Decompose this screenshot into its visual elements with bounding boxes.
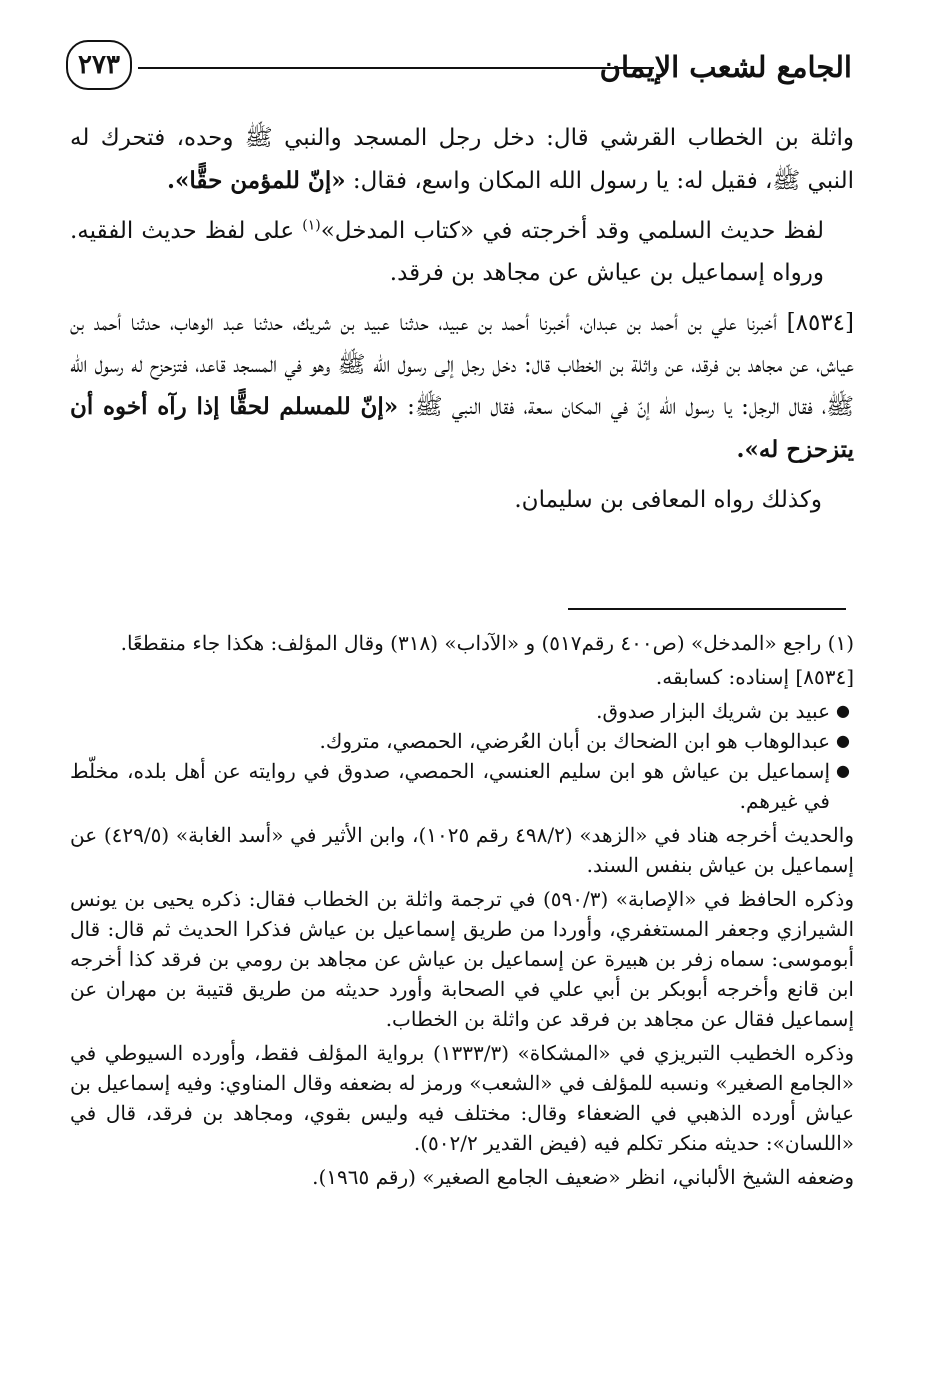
narrator-list	[70, 696, 854, 816]
paragraph-narration	[70, 118, 854, 202]
paragraph-hadith	[70, 303, 854, 471]
page-header	[66, 40, 852, 98]
running-title: الجامع لشعب الإيمان	[599, 50, 852, 84]
paragraph-isaba: وذكره الحافظ في «الإصابة» (٥٩٠/٣) في ترجمة واثلة بن الخطاب فقال: ذكره يحيى بن يونس الشيرازي وجعفر المستغفري، وأوردا من طريق إسماعيل بن عياش فذكرا الحديث ثم قال: قال أبوموسى: سماه زفر بن هبيرة عن إسماعيل بن عياش عن مجاهد بن رومي بن فرقد كذا أخرجه ابن قانع وأخرجه أبوبكر بن أبي علي في الصحابة وأورد حديثه من طريق قتيبة بن مهران عن إسماعيل فقال عن مجاهد بن فرقد عن واثلة بن الخطاب.	[70, 887, 854, 1031]
isnad-note	[70, 662, 854, 692]
narrator-text: عبدالوهاب هو ابن الضحاك بن أبان العُرضي، الحمصي، متروك.	[319, 729, 830, 753]
hadith-number: [٨٥٣٤]	[786, 310, 855, 336]
header-rule	[138, 67, 654, 69]
narrator-item	[70, 756, 854, 816]
hadith-text: أخبرنا علي بن أحمد بن عبدان، أخبرنا أحمد بن عبيد، حدثنا عبيد بن شريك، حدثنا عبد الوهاب، حدثنا أحمد بن عياش، عن مجاهد بن فرقد، عن واثلة بن الخطاب قال: دخل رجل إلى رسول الله ﷺ وهو في المسجد قاعد، فتزحزح له رسول الله ﷺ، فقال الرجل: يا رسول الله إنّ في المكان سعة، فقال النبي ﷺ:	[70, 310, 855, 420]
page-number: ٢٧٣	[66, 40, 132, 90]
narrator-text: إسماعيل بن عياش هو ابن سليم العنسي، الحمصي، صدوق في روايته عن أهل بلده، مخلّط في غيرهم.	[70, 759, 830, 813]
sources-text-b: على لفظ حديث الفقيه. ورواه إسماعيل بن عياش عن مجاهد بن فرقد.	[70, 218, 824, 286]
narrator-item	[70, 726, 854, 756]
footnote-marker: (١)	[302, 217, 321, 234]
bullet-icon: ●	[836, 761, 850, 780]
footnotes	[70, 628, 854, 1196]
paragraph-albani: وضعفه الشيخ الألباني، انظر «ضعيف الجامع الصغير» (رقم ١٩٦٥).	[312, 1165, 854, 1189]
sources-text-a: لفظ حديث السلمي وقد أخرجته في «كتاب المدخل»	[320, 218, 824, 244]
narrator-text: عبيد بن شريك البزار صدوق.	[596, 699, 830, 723]
narrator-item	[70, 696, 854, 726]
isnad-text: كسابقه.	[655, 665, 723, 689]
hadith-quote: «إنّ للمسلم لحقًّا إذا رآه أخوه أن يتزحزح له».	[70, 393, 854, 463]
paragraph-hannad: والحديث أخرجه هناد في «الزهد» (٤٩٨/٢ رقم ١٠٢٥)، وابن الأثير في «أسد الغابة» (٤٢٩/٥) عن إسماعيل بن عياش بنفس السند.	[70, 823, 854, 877]
paragraph-sources	[70, 211, 854, 294]
prophetic-quote: «إنّ للمؤمن حقًّا».	[167, 166, 346, 194]
bullet-icon: ●	[836, 701, 850, 720]
bullet-icon: ●	[836, 731, 850, 750]
main-text	[70, 118, 854, 531]
paragraph-closing: وكذلك رواه المعافى بن سليمان.	[514, 487, 822, 513]
footnote-separator	[568, 608, 846, 610]
paragraph-mishkat: وذكره الخطيب التبريزي في «المشكاة» (١٣٣٣/٣) برواية المؤلف فقط، وأورده السيوطي في «الجامع الصغير» ونسبه للمؤلف في «الشعب» ورمز له بضعفه وقال المناوي: وفيه إسماعيل بن عياش أورده الذهبي في الضعفاء وقال: مختلف فيه وليس بقوي، ومجاهد بن فرقد، قال في «اللسان»: حديثه منكر تكلم فيه (فيض القدير ٥٠٢/٢).	[70, 1041, 855, 1155]
isnad-label: [٨٥٣٤] إسناده:	[728, 665, 854, 689]
footnote-1: (١) راجع «المدخل» (ص٤٠٠ رقم٥١٧) و «الآداب» (٣١٨) وقال المؤلف: هكذا جاء منقطعًا.	[120, 631, 854, 655]
narration-text: واثلة بن الخطاب القرشي قال: دخل رجل المسجد والنبي ﷺ وحده، فتحرك له النبي ﷺ، فقيل له: يا رسول الله المكان واسع، فقال:	[70, 125, 854, 194]
